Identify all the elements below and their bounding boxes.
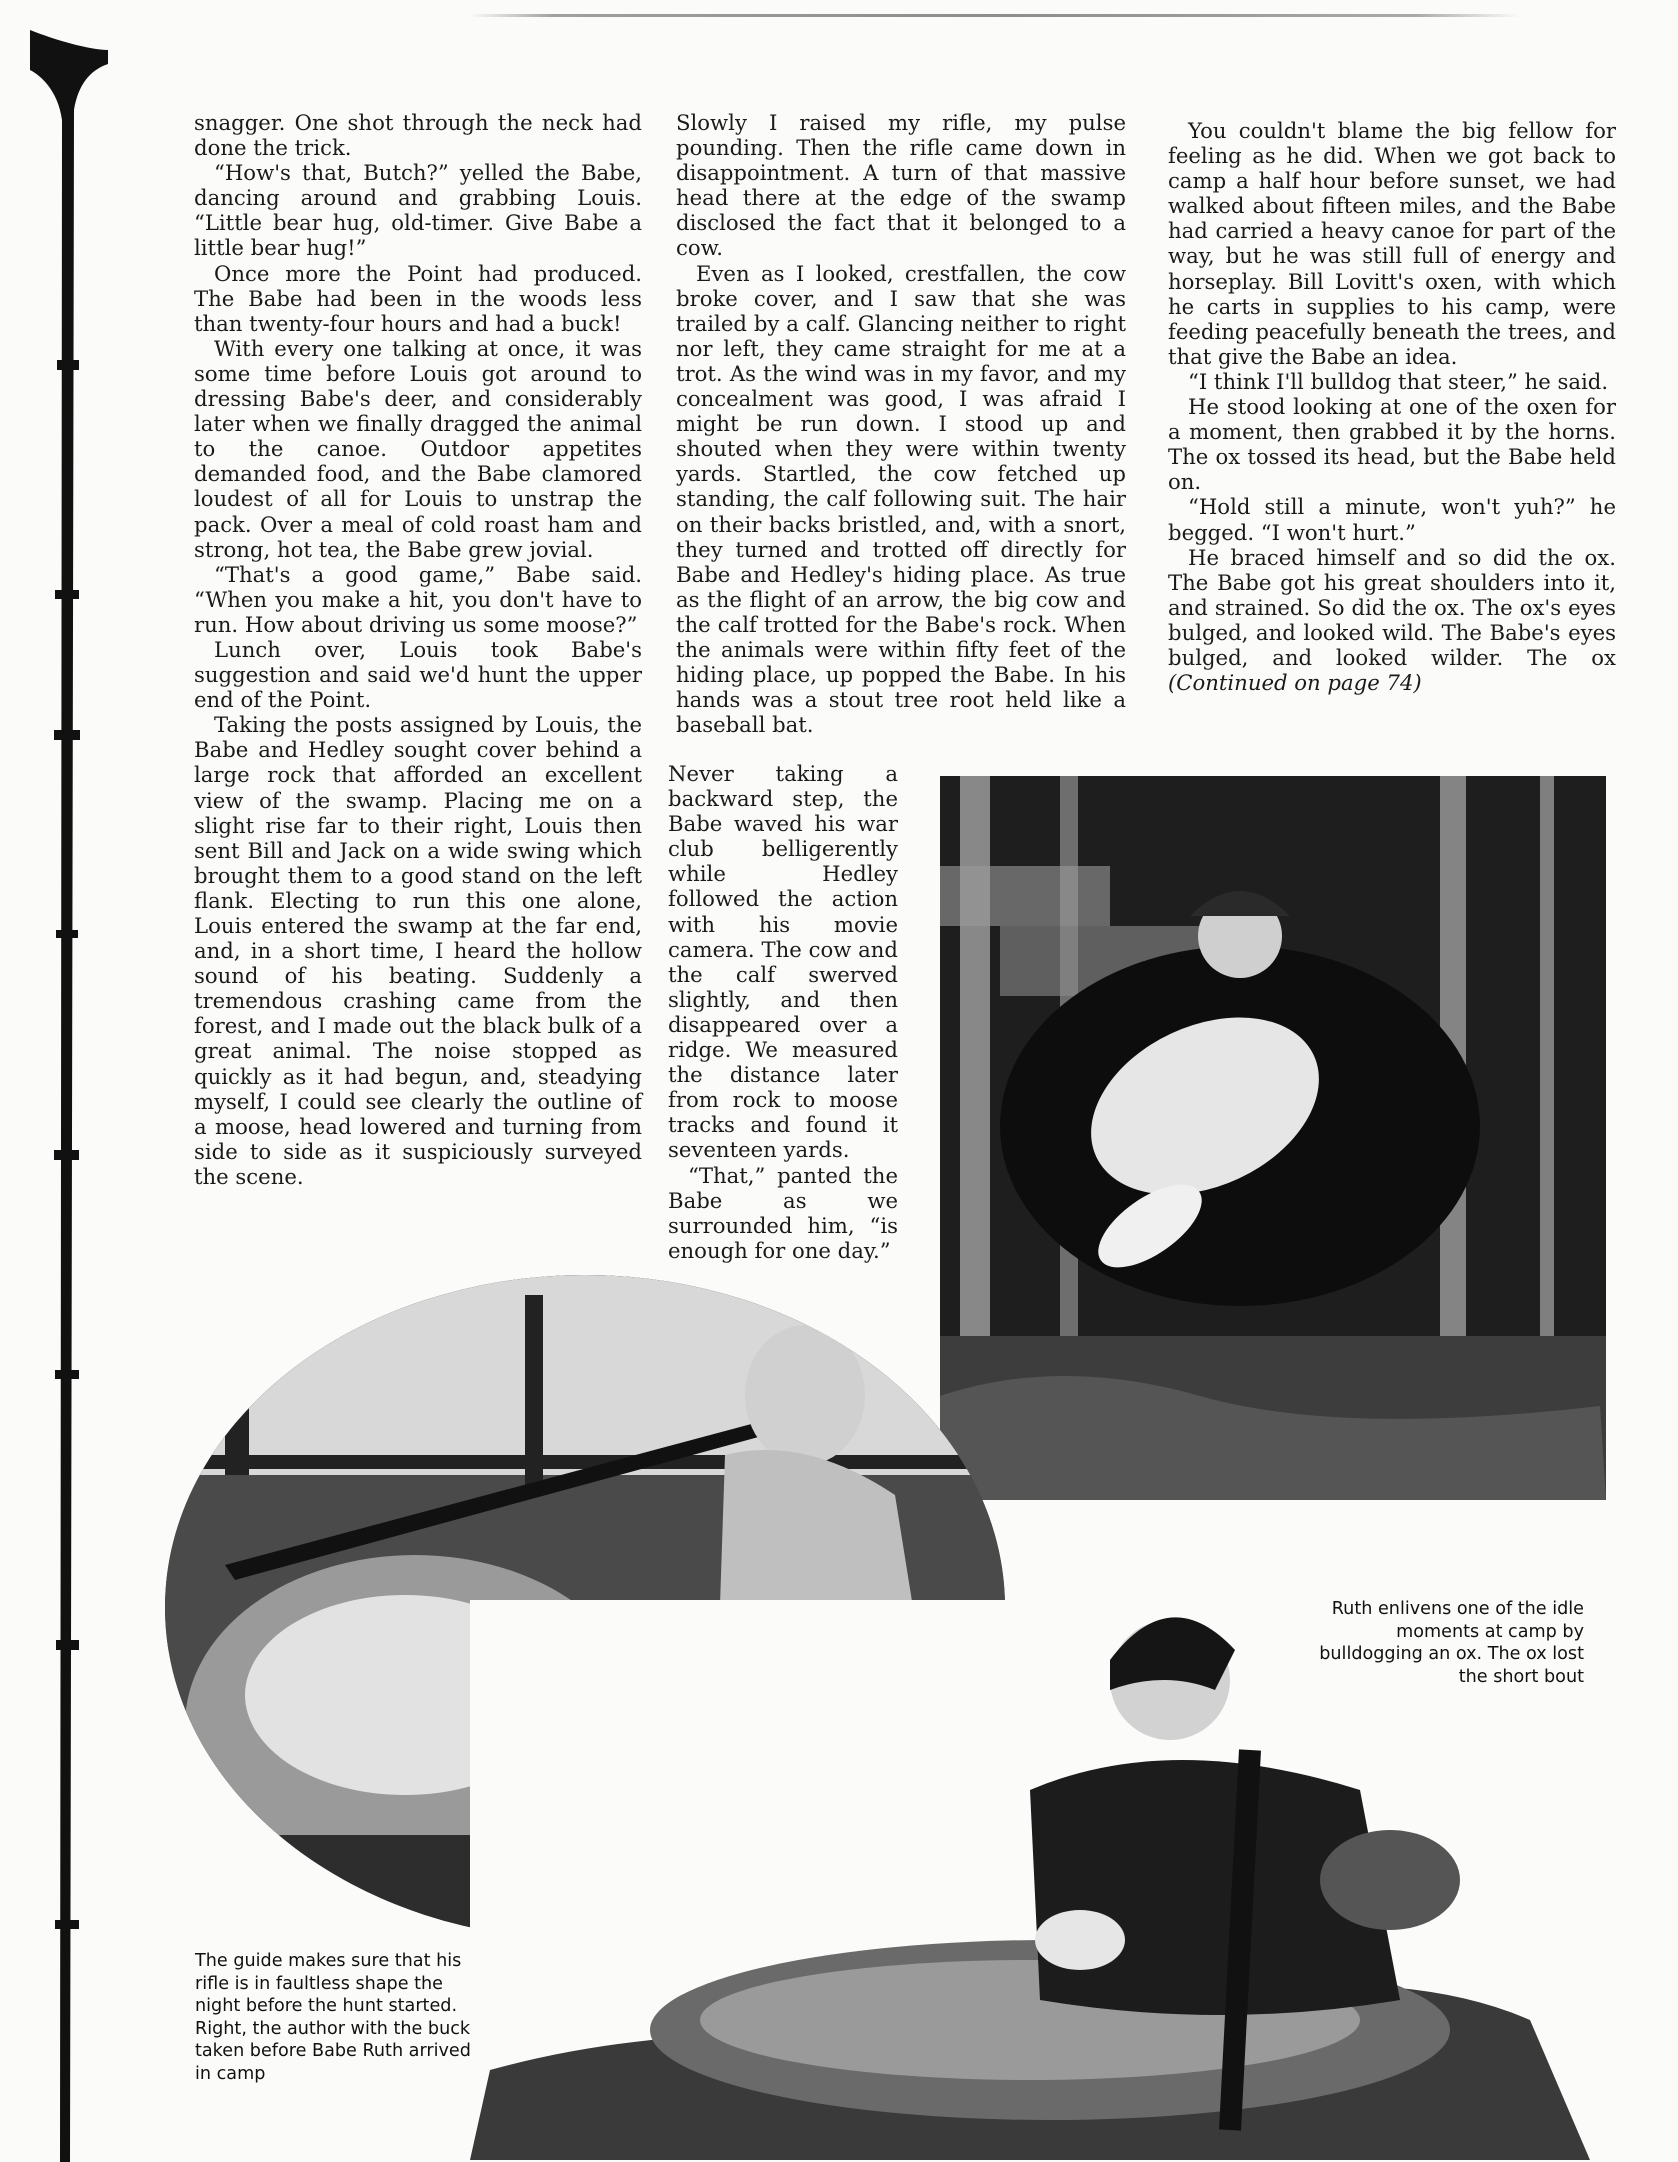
paragraph: Slowly I raised my rifle, my pulse pounding. Then the rifle came down in disappointment. A turn of that massive head there at the edge of the swamp disclosed the fact that it belonged to a cow.	[676, 110, 1126, 261]
photo-ox-bulldogging	[940, 776, 1606, 1500]
article-column-1	[194, 110, 642, 1189]
paragraph: “I think I'll bulldog that steer,” he said.	[1188, 368, 1609, 394]
decorative-branch-border	[30, 30, 108, 2162]
paragraph: Even as I looked, crestfallen, the cow broke cover, and I saw that she was trailed by a calf. Glancing neither to right nor left, they came straight for me at a trot. As the wind was in my favor, and my concealment was good, I was afraid I might be run down. I stood up and shouted when they were within twenty yards. Startled, the cow fetched up standing, the calf following suit. The hair on their backs bristled, and, with a snort, they turned and trotted off directly for Babe and Hedley's hiding place. As true as the flight of an arrow, the big cow and the calf trotted for the Babe's rock. When the animals were within fifty feet of the hiding place, up popped the Babe. In his hands was a stout tree root held like a baseball bat.	[676, 260, 1126, 738]
paragraph	[1168, 545, 1616, 696]
article-column-2-narrow	[668, 761, 898, 1263]
paragraph: Taking the posts assigned by Louis, the Babe and Hedley sought cover behind a large rock that afforded an excellent view of the swamp. Placing me on a slight rise far to their right, Louis then sent Bill and Jack on a wide swing which brought them to a good stand on the left flank. Electing to run this one alone, Louis entered the swamp at the far end, and, in a short time, I heard the hollow sound of his beating. Suddenly a tremendous crashing came from the forest, and I made out the black bulk of a great animal. The noise stopped as quickly as it had begun, and, steadying myself, I could see clearly the outline of a moose, head lowered and turning from side to side as it suspiciously surveyed the scene.	[194, 712, 642, 1189]
caption-ox-photo: Ruth enlivens one of the idle moments at camp by bulldogging an ox. The ox lost the short bout	[1319, 1599, 1584, 1687]
paragraph: Once more the Point had produced. The Babe had been in the woods less than twenty-four hours and had a buck!	[194, 260, 642, 336]
paragraph: With every one talking at once, it was some time before Louis got around to dressing Babe's deer, and considerably later when we finally dragged the animal to the canoe. Outdoor appetites demanded food, and the Babe clamored loudest of all for Louis to unstrap the pack. Over a meal of cold roast ham and strong, hot tea, the Babe grew jovial.	[194, 335, 642, 562]
top-rule	[470, 14, 1520, 17]
paragraph: Never taking a backward step, the Babe waved his war club belligerently while Hedley followed the action with his movie camera. The cow and the calf swerved slightly, and then disappeared over a ridge. We measured the distance later from rock to moose tracks and found it seventeen yards.	[668, 761, 898, 1163]
paragraph: Lunch over, Louis took Babe's suggestion and said we'd hunt the upper end of the Point.	[194, 636, 642, 713]
paragraph: “That's a good game,” Babe said. “When you make a hit, you don't have to run. How about driving us some moose?”	[194, 561, 642, 637]
paragraph: “Hold still a minute, won't yuh?” he begged. “I won't hurt.”	[1168, 494, 1616, 545]
paragraph: You couldn't blame the big fellow for feeling as he did. When we got back to camp a half hour before sunset, we had walked about fifteen miles, and the Babe had carried a heavy canoe for part of the way, but he was still full of energy and horseplay. Bill Lovitt's oxen, with which he carts in supplies to his camp, were feeding peacefully beneath the trees, and that give the Babe an idea.	[1168, 118, 1616, 369]
article-column-2	[676, 110, 1126, 737]
paragraph-text: He braced himself and so did the ox. The Babe got his great shoulders into it, and strained. So did the ox. The ox's eyes bulged, and looked wild. The Babe's eyes bulged, and looked wilder. The ox	[1168, 544, 1616, 670]
article-column-3	[1168, 118, 1616, 695]
paragraph: snagger. One shot through the neck had done the trick.	[194, 110, 642, 161]
paragraph: “That,” panted the Babe as we surrounded him, “is enough for one day.”	[668, 1162, 898, 1263]
caption-rifle-photo: The guide makes sure that his rifle is in faultless shape the night before the hunt started. Right, the author with the buck taken before Babe Ruth arrived in camp	[195, 1951, 471, 2084]
paragraph: “How's that, Butch?” yelled the Babe, dancing around and grabbing Louis. “Little bear hug, old-timer. Give Babe a little bear hug!”	[194, 160, 642, 261]
paragraph: He stood looking at one of the oxen for a moment, then grabbed it by the horns. The ox tossed its head, but the Babe held on.	[1168, 394, 1616, 495]
continued-notice: (Continued on page 74)	[1168, 670, 1422, 696]
